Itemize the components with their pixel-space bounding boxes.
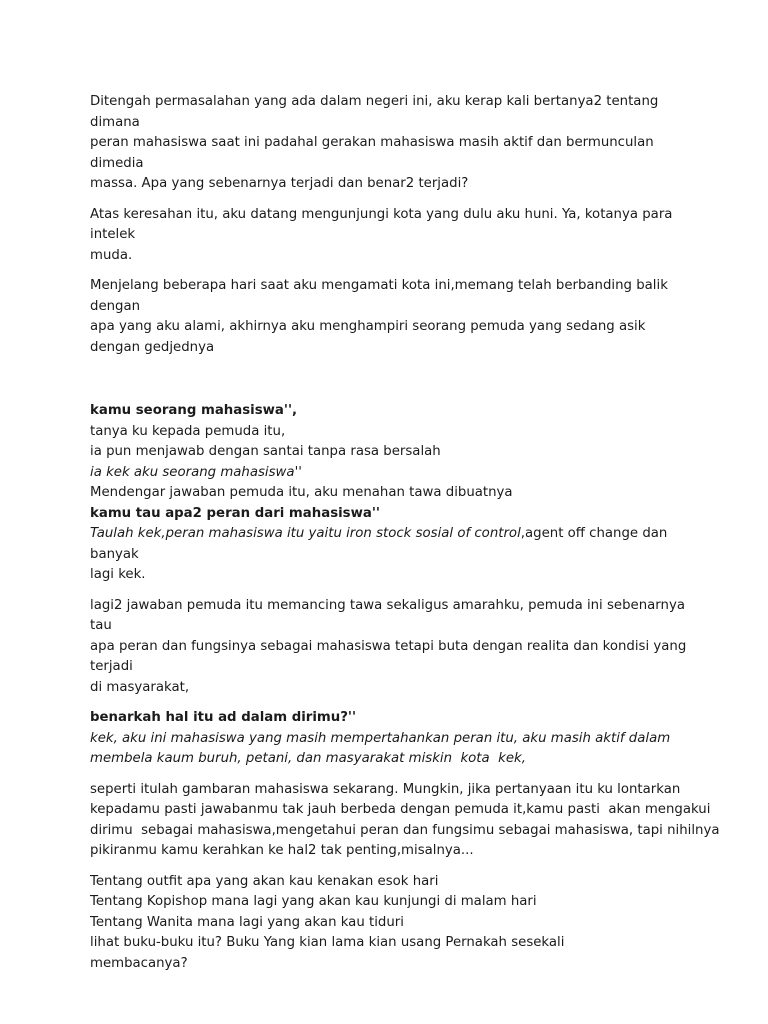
dialogue-answer-1: ia kek aku seorang mahasiswa'': [90, 464, 302, 480]
dialogue-answer-3: [90, 729, 690, 770]
paragraph-7: [90, 596, 690, 699]
text-line: kepadamu pasti jawabanmu tak jauh berbeda dengan pemuda it,kamu pasti akan mengakui: [90, 802, 711, 817]
text-line: Ditengah permasalahan yang ada dalam negeri ini, aku kerap kali bertanya2 tentang dimana: [90, 94, 659, 130]
paragraph-6: Mendengar jawaban pemuda itu, aku menahan tawa dibuatnya: [90, 485, 513, 500]
text-line: dirimu sebagai mahasiswa,mengetahui peran dan fungsimu sebagai mahasiswa, tapi nihilnya: [90, 822, 720, 838]
text-line: dengan gedjednya: [90, 339, 215, 355]
text-line: Tentang Wanita mana lagi yang akan kau tiduri: [90, 914, 404, 930]
document-page: [90, 92, 720, 984]
text-line: pikiranmu kamu kerahkan ke hal2 tak penting,misalnya...: [90, 843, 474, 858]
text-line: apa peran dan fungsinya sebagai mahasiswa tetapi buta dengan realita dan kondisi yang terjadi: [90, 638, 687, 674]
text-line: lagi kek.: [90, 567, 146, 582]
text-line: di masyarakat,: [90, 679, 190, 695]
normal-span: ,agent off change dan banyak: [90, 526, 668, 562]
text-line: Atas keresahan itu, aku datang mengunjungi kota yang dulu aku huni. Ya, kotanya para intelek: [90, 206, 673, 242]
paragraph-4: tanya ku kepada pemuda itu,: [90, 423, 286, 439]
text-line: kek, aku ini mahasiswa yang masih mempertahankan peran itu, aku masih aktif dalam: [90, 730, 671, 746]
text-line: seperti itulah gambaran mahasiswa sekarang. Mungkin, jika pertanyaan itu ku lontarkan: [90, 781, 681, 797]
text-line: massa. Apa yang sebenarnya terjadi dan benar2 terjadi?: [90, 176, 469, 191]
dialogue-question-1: kamu seorang mahasiswa'',: [90, 403, 298, 418]
paragraph-2: [90, 205, 690, 267]
text-line: muda.: [90, 247, 133, 263]
text-line: Menjelang beberapa hari saat aku mengamati kota ini,memang telah berbanding balik dengan: [90, 278, 668, 314]
dialogue-question-2: kamu tau apa2 peran dari mahasiswa'': [90, 505, 380, 521]
paragraph-5: ia pun menjawab dengan santai tanpa rasa bersalah: [90, 444, 441, 459]
text-line: membacanya?: [90, 955, 188, 971]
text-line: apa yang aku alami, akhirnya aku menghampiri seorang pemuda yang sedang asik: [90, 319, 646, 334]
text-line: Tentang Kopishop mana lagi yang akan kau kunjungi di malam hari: [90, 894, 537, 909]
text-line: lagi2 jawaban pemuda itu memancing tawa sekaligus amarahku, pemuda ini sebenarnya tau: [90, 597, 685, 633]
paragraph-3: [90, 276, 690, 358]
text-line: [90, 524, 690, 565]
dialogue-question-3: benarkah hal itu ad dalam dirimu?'': [90, 710, 357, 725]
text-line: membela kaum buruh, petani, dan masyarakat miskin kota kek,: [90, 751, 526, 766]
paragraph-9: [90, 872, 690, 975]
text-line: peran mahasiswa saat ini padahal gerakan mahasiswa masih aktif dan bermunculan dimedia: [90, 135, 654, 171]
text-line: lihat buku-buku itu? Buku Yang kian lama kian usang Pernakah sesekali: [90, 935, 565, 950]
italic-span: Taulah kek,peran mahasiswa itu yaitu iron stock sosial of control: [90, 526, 521, 541]
paragraph-1: [90, 92, 690, 195]
paragraph-8: [90, 780, 720, 862]
dialogue-answer-2: [90, 524, 690, 586]
text-line: Tentang outfit apa yang akan kau kenakan esok hari: [90, 873, 439, 889]
